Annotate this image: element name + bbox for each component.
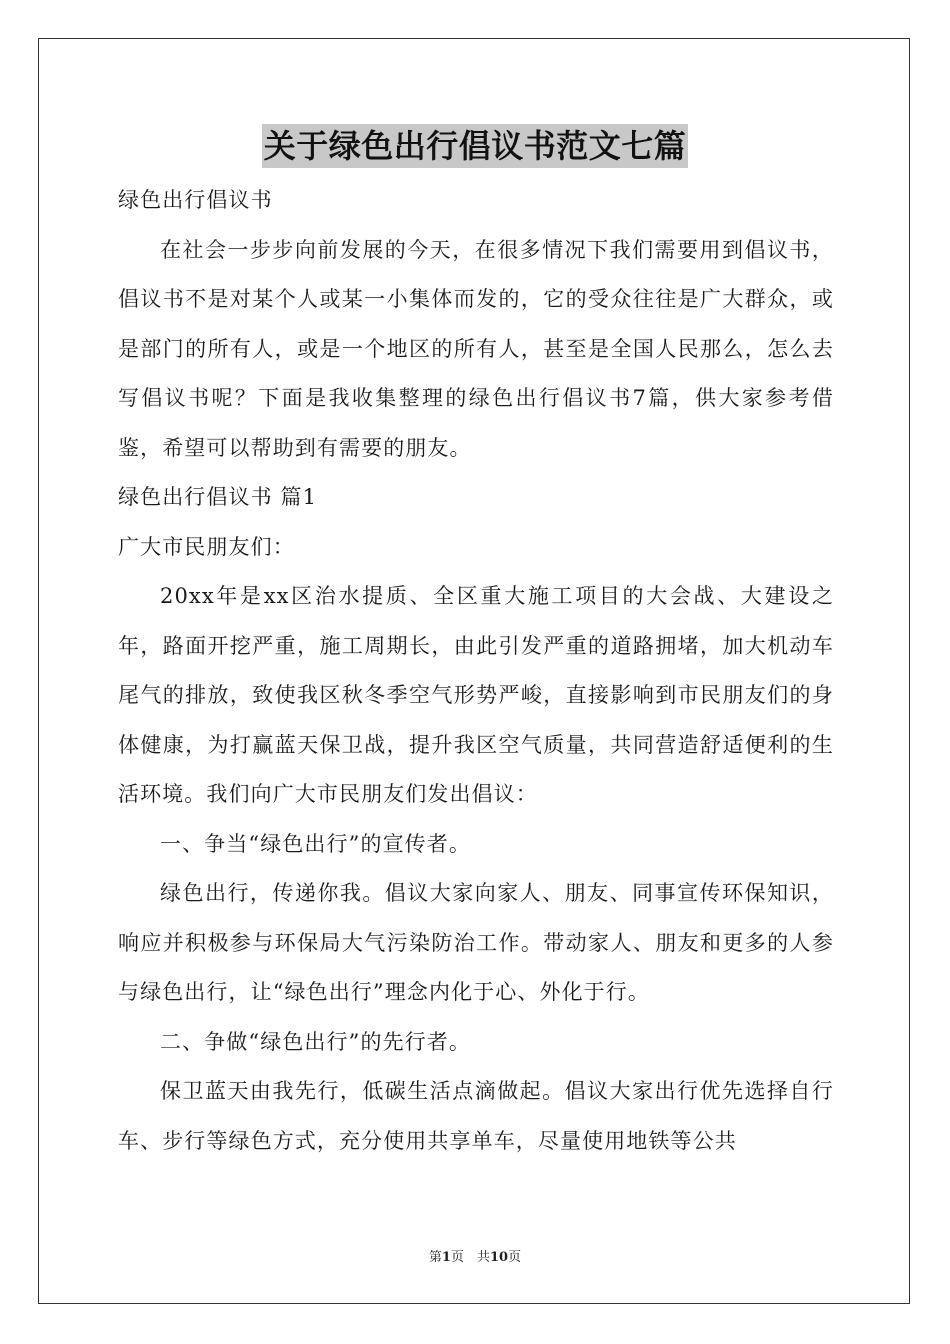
paragraph: 绿色出行，传递你我。倡议大家向家人、朋友、同事宣传环保知识，响应并积极参与环保局大气污染防治工作。带动家人、朋友和更多的人参与绿色出行，让“绿色出行”理念内化于心、外化于行。 [118, 881, 834, 1004]
paragraph: 二、争做“绿色出行”的先行者。 [160, 1029, 471, 1054]
footer-suffix: 页 [508, 1250, 522, 1265]
total-page-count: 10 [489, 1250, 509, 1265]
document-title: 关于绿色出行倡议书范文七篇 [262, 124, 689, 168]
paragraph: 绿色出行倡议书 [118, 188, 273, 212]
footer-mid: 页 共 [450, 1250, 490, 1265]
document-body [118, 176, 834, 1166]
page-footer [0, 1246, 950, 1265]
salutation: 广大市民朋友们： [118, 534, 295, 559]
current-page-number: 1 [441, 1250, 451, 1265]
paragraph: 在社会一步步向前发展的今天，在很多情况下我们需要用到倡议书，倡议书不是对某个人或某一小集体而发的，它的受众往往是广大群众，或是部门的所有人，或是一个地区的所有人，甚至是全国人民那么，怎么去写倡议书呢？下面是我收集整理的绿色出行倡议书7篇，供大家参考借鉴，希望可以帮助到有需要的朋友。 [118, 237, 834, 460]
paragraph: 一、争当“绿色出行”的宣传者。 [160, 831, 471, 856]
title-container [0, 124, 950, 168]
paragraph: 20xx年是xx区治水提质、全区重大施工项目的大会战、大建设之年，路面开挖严重，施工周期长，由此引发严重的道路拥堵，加大机动车尾气的排放，致使我区秋冬季空气形势严峻，直接影响到市民朋友们的身体健康，为打赢蓝天保卫战，提升我区空气质量，共同营造舒适便利的生活环境。我们向广大市民朋友们发出倡议： [118, 584, 834, 806]
paragraph: 保卫蓝天由我先行，低碳生活点滴做起。倡议大家出行优先选择自行车、步行等绿色方式，充分使用共享单车，尽量使用地铁等公共 [118, 1079, 834, 1153]
footer-prefix: 第 [428, 1250, 442, 1265]
section-heading: 绿色出行倡议书 篇1 [118, 485, 318, 509]
